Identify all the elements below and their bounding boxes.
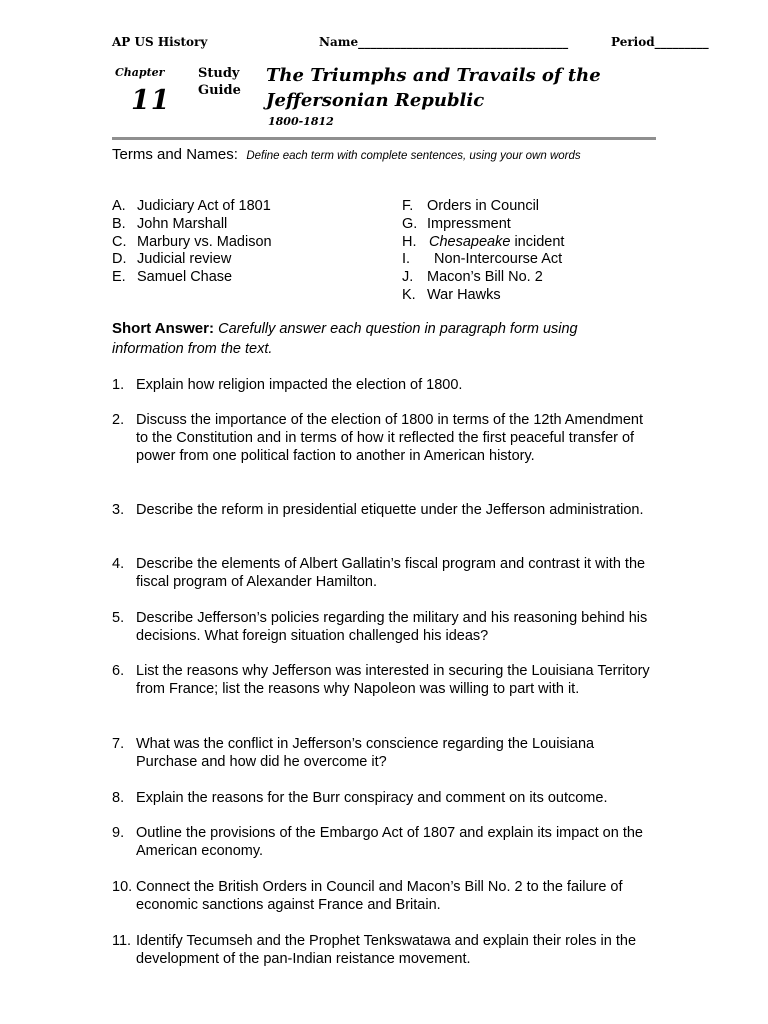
title-divider xyxy=(112,137,656,140)
chapter-title-line1: The Triumphs and Travails of the xyxy=(266,65,601,86)
short-answer-heading: Short Answer: xyxy=(112,320,214,337)
study-guide-label-line1: Study xyxy=(198,66,240,81)
period-field: Period_________ xyxy=(611,35,709,49)
terms-instructions: Define each term with complete sentences, using your own words xyxy=(246,150,581,162)
name-field: Name___________________________________ xyxy=(319,35,569,49)
question-item: 10. Connect the British Orders in Council and Macon’s Bill No. 2 to the failure of economic sanctions against France and Britain. xyxy=(112,879,623,913)
question-item: 7. What was the conflict in Jefferson’s conscience regarding the Louisiana Purchase and how did he overcome it? xyxy=(112,736,595,770)
short-answer-instructions: Carefully answer each question in paragraph form using information from the text. xyxy=(112,321,578,357)
study-guide-label-line2: Guide xyxy=(198,83,241,98)
question-item: 11. Identify Tecumseh and the Prophet Tenkswatawa and explain their roles in the development of the pan-Indian reistance movement. xyxy=(112,933,637,967)
term-item: D. Judicial review xyxy=(112,251,232,267)
term-item: J. Macon’s Bill No. 2 xyxy=(402,269,543,285)
question-item: 6. List the reasons why Jefferson was interested in securing the Louisiana Territory from France; list the reasons why Napoleon was willing to part with it. xyxy=(112,663,650,697)
term-item: I. Non-Intercourse Act xyxy=(402,251,563,267)
question-item: 1. Explain how religion impacted the election of 1800. xyxy=(112,377,463,393)
term-item: F. Orders in Council xyxy=(402,198,540,214)
question-item: 3. Describe the reform in presidential etiquette under the Jefferson administration. xyxy=(112,502,644,518)
term-item: A. Judiciary Act of 1801 xyxy=(112,198,271,214)
short-answer-heading-block xyxy=(112,319,632,359)
chapter-title-line2: Jeffersonian Republic xyxy=(266,90,485,111)
question-item: 9. Outline the provisions of the Embargo Act of 1807 and explain its impact on the American economy. xyxy=(112,825,643,859)
question-item: 4. Describe the elements of Albert Gallatin’s fiscal program and contrast it with the fiscal program of Alexander Hamilton. xyxy=(112,556,646,590)
terms-heading-row xyxy=(112,146,581,164)
course-label: AP US History xyxy=(112,35,208,49)
term-item: G. Impressment xyxy=(402,216,511,232)
chapter-number: 11 xyxy=(131,85,171,116)
terms-heading: Terms and Names: xyxy=(112,146,238,163)
term-item: E. Samuel Chase xyxy=(112,269,233,285)
term-item: K. War Hawks xyxy=(402,287,501,303)
term-item: H. Chesapeake incident xyxy=(402,234,565,250)
chapter-label: Chapter xyxy=(115,66,165,79)
term-item: B. John Marshall xyxy=(112,216,228,232)
question-item: 8. Explain the reasons for the Burr conspiracy and comment on its outcome. xyxy=(112,790,608,806)
chapter-years: 1800-1812 xyxy=(268,115,334,128)
question-item: 2. Discuss the importance of the election of 1800 in terms of the 12th Amendment to the Constitution and in terms of how it reflected the first peaceful transfer of power from one political faction to another in American history. xyxy=(112,412,643,464)
question-item: 5. Describe Jefferson’s policies regarding the military and his reasoning behind his decisions. What foreign situation challenged his ideas? xyxy=(112,610,648,644)
term-item: C. Marbury vs. Madison xyxy=(112,234,272,250)
